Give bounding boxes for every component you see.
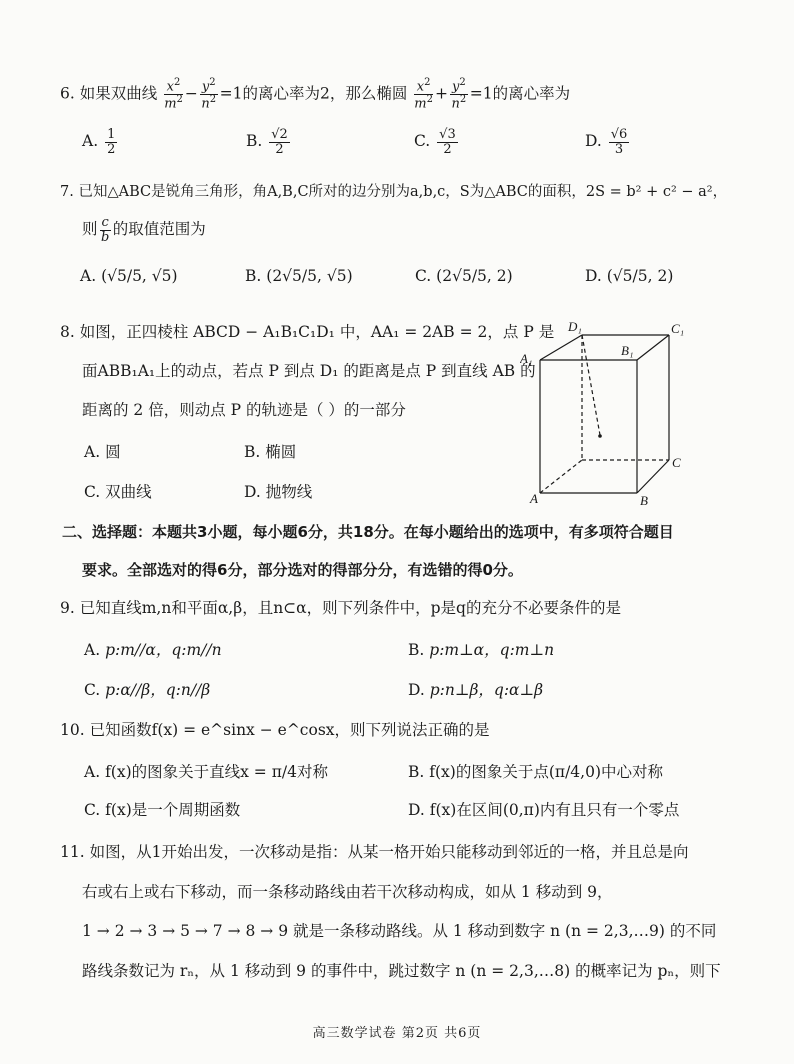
q7-stem-line2 bbox=[82, 216, 206, 244]
option-label: B. bbox=[246, 132, 263, 151]
option-interval: (√5/5, 2) bbox=[606, 267, 674, 285]
option-label: C. bbox=[84, 801, 101, 819]
q6-stem: 6. 如果双曲线 $\frac{x^2}{m^2}$ − $\frac{y^2}{n^2}$ =1的离心率为2，那么椭圆 $\frac{x^2}{m^2}$ + $\frac{y^2}{n^2}$ =1的离心率为 bbox=[60, 77, 571, 112]
q6-number: 6. bbox=[60, 84, 75, 103]
option-label: D. bbox=[585, 267, 602, 285]
q6-option-d[interactable] bbox=[585, 128, 631, 156]
option-label: A. bbox=[84, 443, 101, 461]
option-label: B. bbox=[408, 641, 425, 659]
q10-option-d[interactable] bbox=[408, 800, 679, 820]
label-b1: B₁ bbox=[621, 343, 634, 358]
option-interval: (2√5/5, 2) bbox=[436, 267, 513, 285]
option-text: f(x)在区间(0,π)内有且只有一个零点 bbox=[429, 801, 680, 819]
prism-figure bbox=[520, 315, 700, 510]
edge-a-d-hidden bbox=[540, 460, 582, 493]
segment-d1-p bbox=[582, 335, 600, 435]
q10-option-b[interactable] bbox=[408, 762, 663, 782]
option-text: f(x)是一个周期函数 bbox=[105, 801, 241, 819]
q6-hyperbola-term-1: $\frac{x^2}{m^2}$ bbox=[164, 77, 183, 112]
option-label: D. bbox=[244, 483, 261, 501]
q6-option-b[interactable] bbox=[246, 128, 292, 156]
option-label: A. bbox=[84, 763, 101, 781]
q9-option-c[interactable] bbox=[84, 680, 210, 700]
q8-stem-line1 bbox=[60, 322, 554, 342]
edge-b1-c1 bbox=[637, 335, 669, 360]
q8-stem-line2: 面ABB₁A₁上的动点，若点 P 到点 D₁ 的距离是点 P 到直线 AB 的 bbox=[82, 362, 536, 380]
q10-option-c[interactable] bbox=[84, 800, 240, 820]
q11-stem-line4: 路线条数记为 rₙ，从 1 移动到 9 的事件中，跳过数字 n (n = 2,3,…8) 的概率记为 pₙ，则下 bbox=[82, 962, 721, 980]
q11-stem-line3: 1 → 2 → 3 → 5 → 7 → 8 → 9 就是一条移动路线。从 1 移动到数字 n (n = 2,3,…9) 的不同 bbox=[82, 922, 717, 940]
q10-number: 10. bbox=[60, 721, 85, 739]
option-label: A. bbox=[82, 132, 99, 151]
q7-number: 7. bbox=[60, 184, 74, 200]
q8-text-1: 如图，正四棱柱 ABCD − A₁B₁C₁D₁ 中，AA₁ = 2AB = 2，点 P 是 bbox=[79, 323, 555, 341]
option-fraction: $\frac{1}{2}$ bbox=[107, 127, 116, 157]
option-label: C. bbox=[84, 681, 101, 699]
option-label: A. bbox=[80, 267, 97, 285]
point-p bbox=[598, 434, 602, 438]
q9-option-b[interactable] bbox=[408, 640, 554, 660]
q8-number: 8. bbox=[60, 323, 75, 341]
q6-option-c[interactable] bbox=[414, 128, 460, 156]
label-d1: D₁ bbox=[568, 319, 582, 334]
q11-number: 11. bbox=[60, 843, 85, 861]
q9-option-a[interactable] bbox=[84, 640, 222, 660]
option-text: p:m⊥α，q:m⊥n bbox=[429, 641, 555, 659]
q9-option-d[interactable] bbox=[408, 680, 543, 700]
option-label: B. bbox=[245, 267, 262, 285]
option-text: f(x)的图象关于直线x = π/4对称 bbox=[105, 763, 328, 781]
q8-option-a[interactable] bbox=[84, 442, 121, 462]
option-label: C. bbox=[415, 267, 432, 285]
section-2-instructions-line2: 要求。全部选对的得6分，部分选对的得部分分，有选错的得0分。 bbox=[82, 561, 523, 579]
q7-text: 已知△ABC是锐角三角形，角A,B,C所对的边分别为a,b,c，S为△ABC的面积，2S = b² + c² − a²， bbox=[78, 184, 728, 200]
option-text: 抛物线 bbox=[265, 483, 313, 501]
label-a1: A₁ bbox=[520, 351, 533, 366]
q9-stem bbox=[60, 598, 621, 618]
edge-a1-d1 bbox=[540, 335, 582, 360]
q7-stem-line1 bbox=[60, 182, 727, 202]
q11-stem-line2: 右或右上或右下移动，而一条移动路线由若干次移动构成，如从 1 移动到 9， bbox=[82, 883, 613, 901]
q7-option-d[interactable] bbox=[585, 266, 673, 286]
q8-option-d[interactable] bbox=[244, 482, 312, 502]
label-c: C bbox=[672, 455, 681, 470]
q8-option-c[interactable] bbox=[84, 482, 152, 502]
option-text: p:α//β，q:n//β bbox=[105, 681, 211, 699]
q6-ellipse-term-1: $\frac{x^2}{m^2}$ bbox=[414, 77, 433, 112]
q7-option-c[interactable] bbox=[415, 266, 513, 286]
label-a: A bbox=[530, 491, 538, 506]
q6-ellipse-term-2: $\frac{y^2}{n^2}$ bbox=[451, 77, 467, 112]
option-text: p:n⊥β，q:α⊥β bbox=[429, 681, 544, 699]
q7-option-b[interactable] bbox=[245, 266, 353, 286]
q6-text-1: 如果双曲线 bbox=[79, 84, 158, 103]
page-footer: 高三数学试卷 第2页 共6页 bbox=[312, 1026, 482, 1041]
q6-text-2: =1的离心率为2，那么椭圆 bbox=[219, 84, 408, 103]
option-fraction: $\frac{√2}{2}$ bbox=[271, 127, 288, 157]
q11-text-1: 如图，从1开始出发，一次移动是指：从某一格开始只能移动到邻近的一格，并且总是向 bbox=[89, 843, 689, 861]
label-c1: C₁ bbox=[671, 321, 685, 336]
q8-stem-line3: 距离的 2 倍，则动点 P 的轨迹是（ ）的一部分 bbox=[82, 401, 406, 419]
q7-line2-prefix: 则 bbox=[82, 220, 98, 239]
q7-line2-suffix: 的取值范围为 bbox=[112, 220, 206, 239]
option-label: C. bbox=[84, 483, 101, 501]
option-text: f(x)的图象关于点(π/4,0)中心对称 bbox=[429, 763, 663, 781]
option-label: D. bbox=[408, 681, 425, 699]
edge-b-c bbox=[637, 460, 669, 493]
q9-text: 已知直线m,n和平面α,β，且n⊂α，则下列条件中，p是q的充分不必要条件的是 bbox=[79, 599, 621, 617]
q10-stem bbox=[60, 720, 490, 740]
section-2-instructions-line1: 二、选择题：本题共3小题，每小题6分，共18分。在每小题给出的选项中，有多项符合题目 bbox=[62, 523, 674, 541]
q6-hyperbola-term-2: $\frac{y^2}{n^2}$ bbox=[201, 77, 217, 112]
option-label: A. bbox=[84, 641, 101, 659]
q8-option-b[interactable] bbox=[244, 442, 296, 462]
option-text: 椭圆 bbox=[265, 443, 297, 461]
q7-option-a[interactable] bbox=[80, 266, 178, 286]
q9-number: 9. bbox=[60, 599, 75, 617]
option-label: B. bbox=[408, 763, 425, 781]
option-text: 圆 bbox=[105, 443, 121, 461]
option-label: B. bbox=[244, 443, 261, 461]
q10-text: 已知函数f(x) = e^sinx − e^cosx，则下列说法正确的是 bbox=[89, 721, 490, 739]
option-text: p:m//α，q:m//n bbox=[105, 641, 222, 659]
label-b: B bbox=[640, 493, 648, 508]
option-label: D. bbox=[585, 132, 602, 151]
q10-option-a[interactable] bbox=[84, 762, 328, 782]
option-label: D. bbox=[408, 801, 425, 819]
option-fraction: $\frac{√6}{3}$ bbox=[610, 127, 628, 157]
option-interval: (2√5/5, √5) bbox=[266, 267, 353, 285]
q6-text-3: =1的离心率为 bbox=[469, 84, 571, 103]
option-label: C. bbox=[414, 132, 431, 151]
option-interval: (√5/5, √5) bbox=[101, 267, 178, 285]
q11-stem-line1 bbox=[60, 842, 688, 862]
option-text: 双曲线 bbox=[105, 483, 152, 501]
option-fraction: $\frac{√3}{2}$ bbox=[439, 127, 456, 157]
q7-ratio: $\frac{c}{b}$ bbox=[100, 215, 110, 245]
q6-option-a[interactable] bbox=[82, 128, 119, 156]
